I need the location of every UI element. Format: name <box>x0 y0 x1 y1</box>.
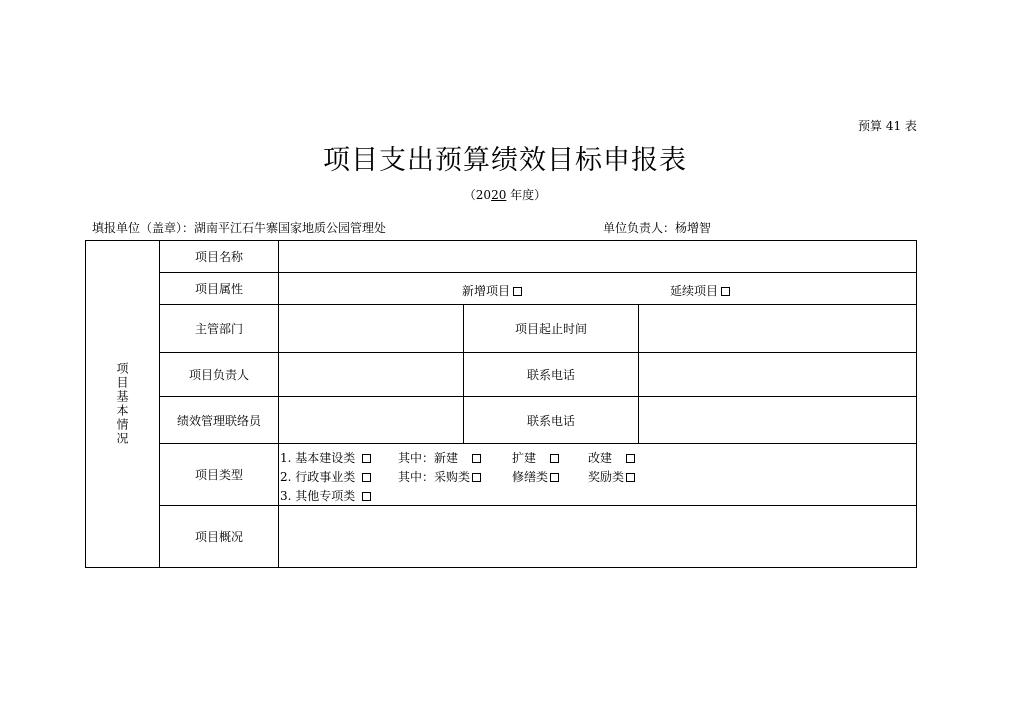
field-project-name[interactable] <box>279 241 916 272</box>
field-phone-1[interactable] <box>639 353 916 396</box>
type-reward-label: 奖励类 <box>588 470 625 484</box>
label-overview: 项目概况 <box>194 530 243 544</box>
field-overview[interactable] <box>279 506 916 567</box>
type-construction-label: 1. 基本建设类 <box>280 451 356 465</box>
form-number: 预算 41 表 <box>858 119 917 133</box>
checkbox-icon[interactable] <box>362 473 371 482</box>
label-department: 主管部门 <box>194 322 243 336</box>
label-project-type: 项目类型 <box>194 468 243 482</box>
reporting-unit: 填报单位（盖章）：湖南平江石牛寨国家地质公园管理处 <box>92 221 387 235</box>
checkbox-icon[interactable] <box>362 454 371 463</box>
type-procurement[interactable] <box>398 468 481 485</box>
type-repair-label: 修缮类 <box>512 470 549 484</box>
type-other-special-label: 3. 其他专项类 <box>280 489 356 503</box>
checkbox-icon[interactable] <box>472 473 481 482</box>
type-expand[interactable] <box>512 449 559 466</box>
option-continued-project[interactable] <box>670 282 730 299</box>
continued-project-label: 延续项目 <box>670 284 719 298</box>
field-project-leader[interactable] <box>279 353 463 396</box>
label-phone-2: 联系电话 <box>526 413 575 428</box>
type-administrative[interactable] <box>280 468 371 485</box>
fiscal-year <box>0 186 1010 203</box>
year-underlined: 20 <box>491 188 507 202</box>
label-project-name: 项目名称 <box>194 250 243 264</box>
field-period[interactable] <box>639 305 916 352</box>
year-suffix: 年度） <box>506 188 547 202</box>
checkbox-icon[interactable] <box>626 473 635 482</box>
type-rebuild-label: 改建 <box>588 451 613 465</box>
type-procurement-label: 其中：采购类 <box>398 470 471 484</box>
new-project-label: 新增项目 <box>462 284 511 298</box>
page-title: 项目支出预算绩效目标申报表 <box>323 145 687 176</box>
year-prefix: （20 <box>463 188 492 202</box>
checkbox-icon[interactable] <box>513 287 522 296</box>
field-phone-2[interactable] <box>639 397 916 443</box>
checkbox-icon[interactable] <box>550 454 559 463</box>
checkbox-icon[interactable] <box>626 454 635 463</box>
checkbox-icon[interactable] <box>550 473 559 482</box>
type-repair[interactable] <box>512 468 559 485</box>
type-reward[interactable] <box>588 468 635 485</box>
type-rebuild[interactable] <box>588 449 635 466</box>
section-basic-info <box>85 240 160 568</box>
field-department[interactable] <box>279 305 463 352</box>
field-liaison[interactable] <box>279 397 463 443</box>
section-label: 项目基本情况 <box>115 362 129 446</box>
checkbox-icon[interactable] <box>362 492 371 501</box>
label-project-attribute: 项目属性 <box>194 282 243 296</box>
unit-responsible: 单位负责人：杨增智 <box>603 221 712 235</box>
label-phone-1: 联系电话 <box>526 368 575 382</box>
type-new-build[interactable] <box>398 449 481 466</box>
option-new-project[interactable] <box>462 282 522 299</box>
type-new-build-label: 其中：新建 <box>398 451 459 465</box>
label-project-leader: 项目负责人 <box>188 368 249 382</box>
label-liaison: 绩效管理联络员 <box>176 413 261 428</box>
checkbox-icon[interactable] <box>721 287 730 296</box>
type-construction[interactable] <box>280 449 371 466</box>
type-administrative-label: 2. 行政事业类 <box>280 470 356 484</box>
checkbox-icon[interactable] <box>472 454 481 463</box>
type-other-special[interactable] <box>280 487 371 504</box>
type-expand-label: 扩建 <box>512 451 537 465</box>
label-period: 项目起止时间 <box>514 322 587 336</box>
